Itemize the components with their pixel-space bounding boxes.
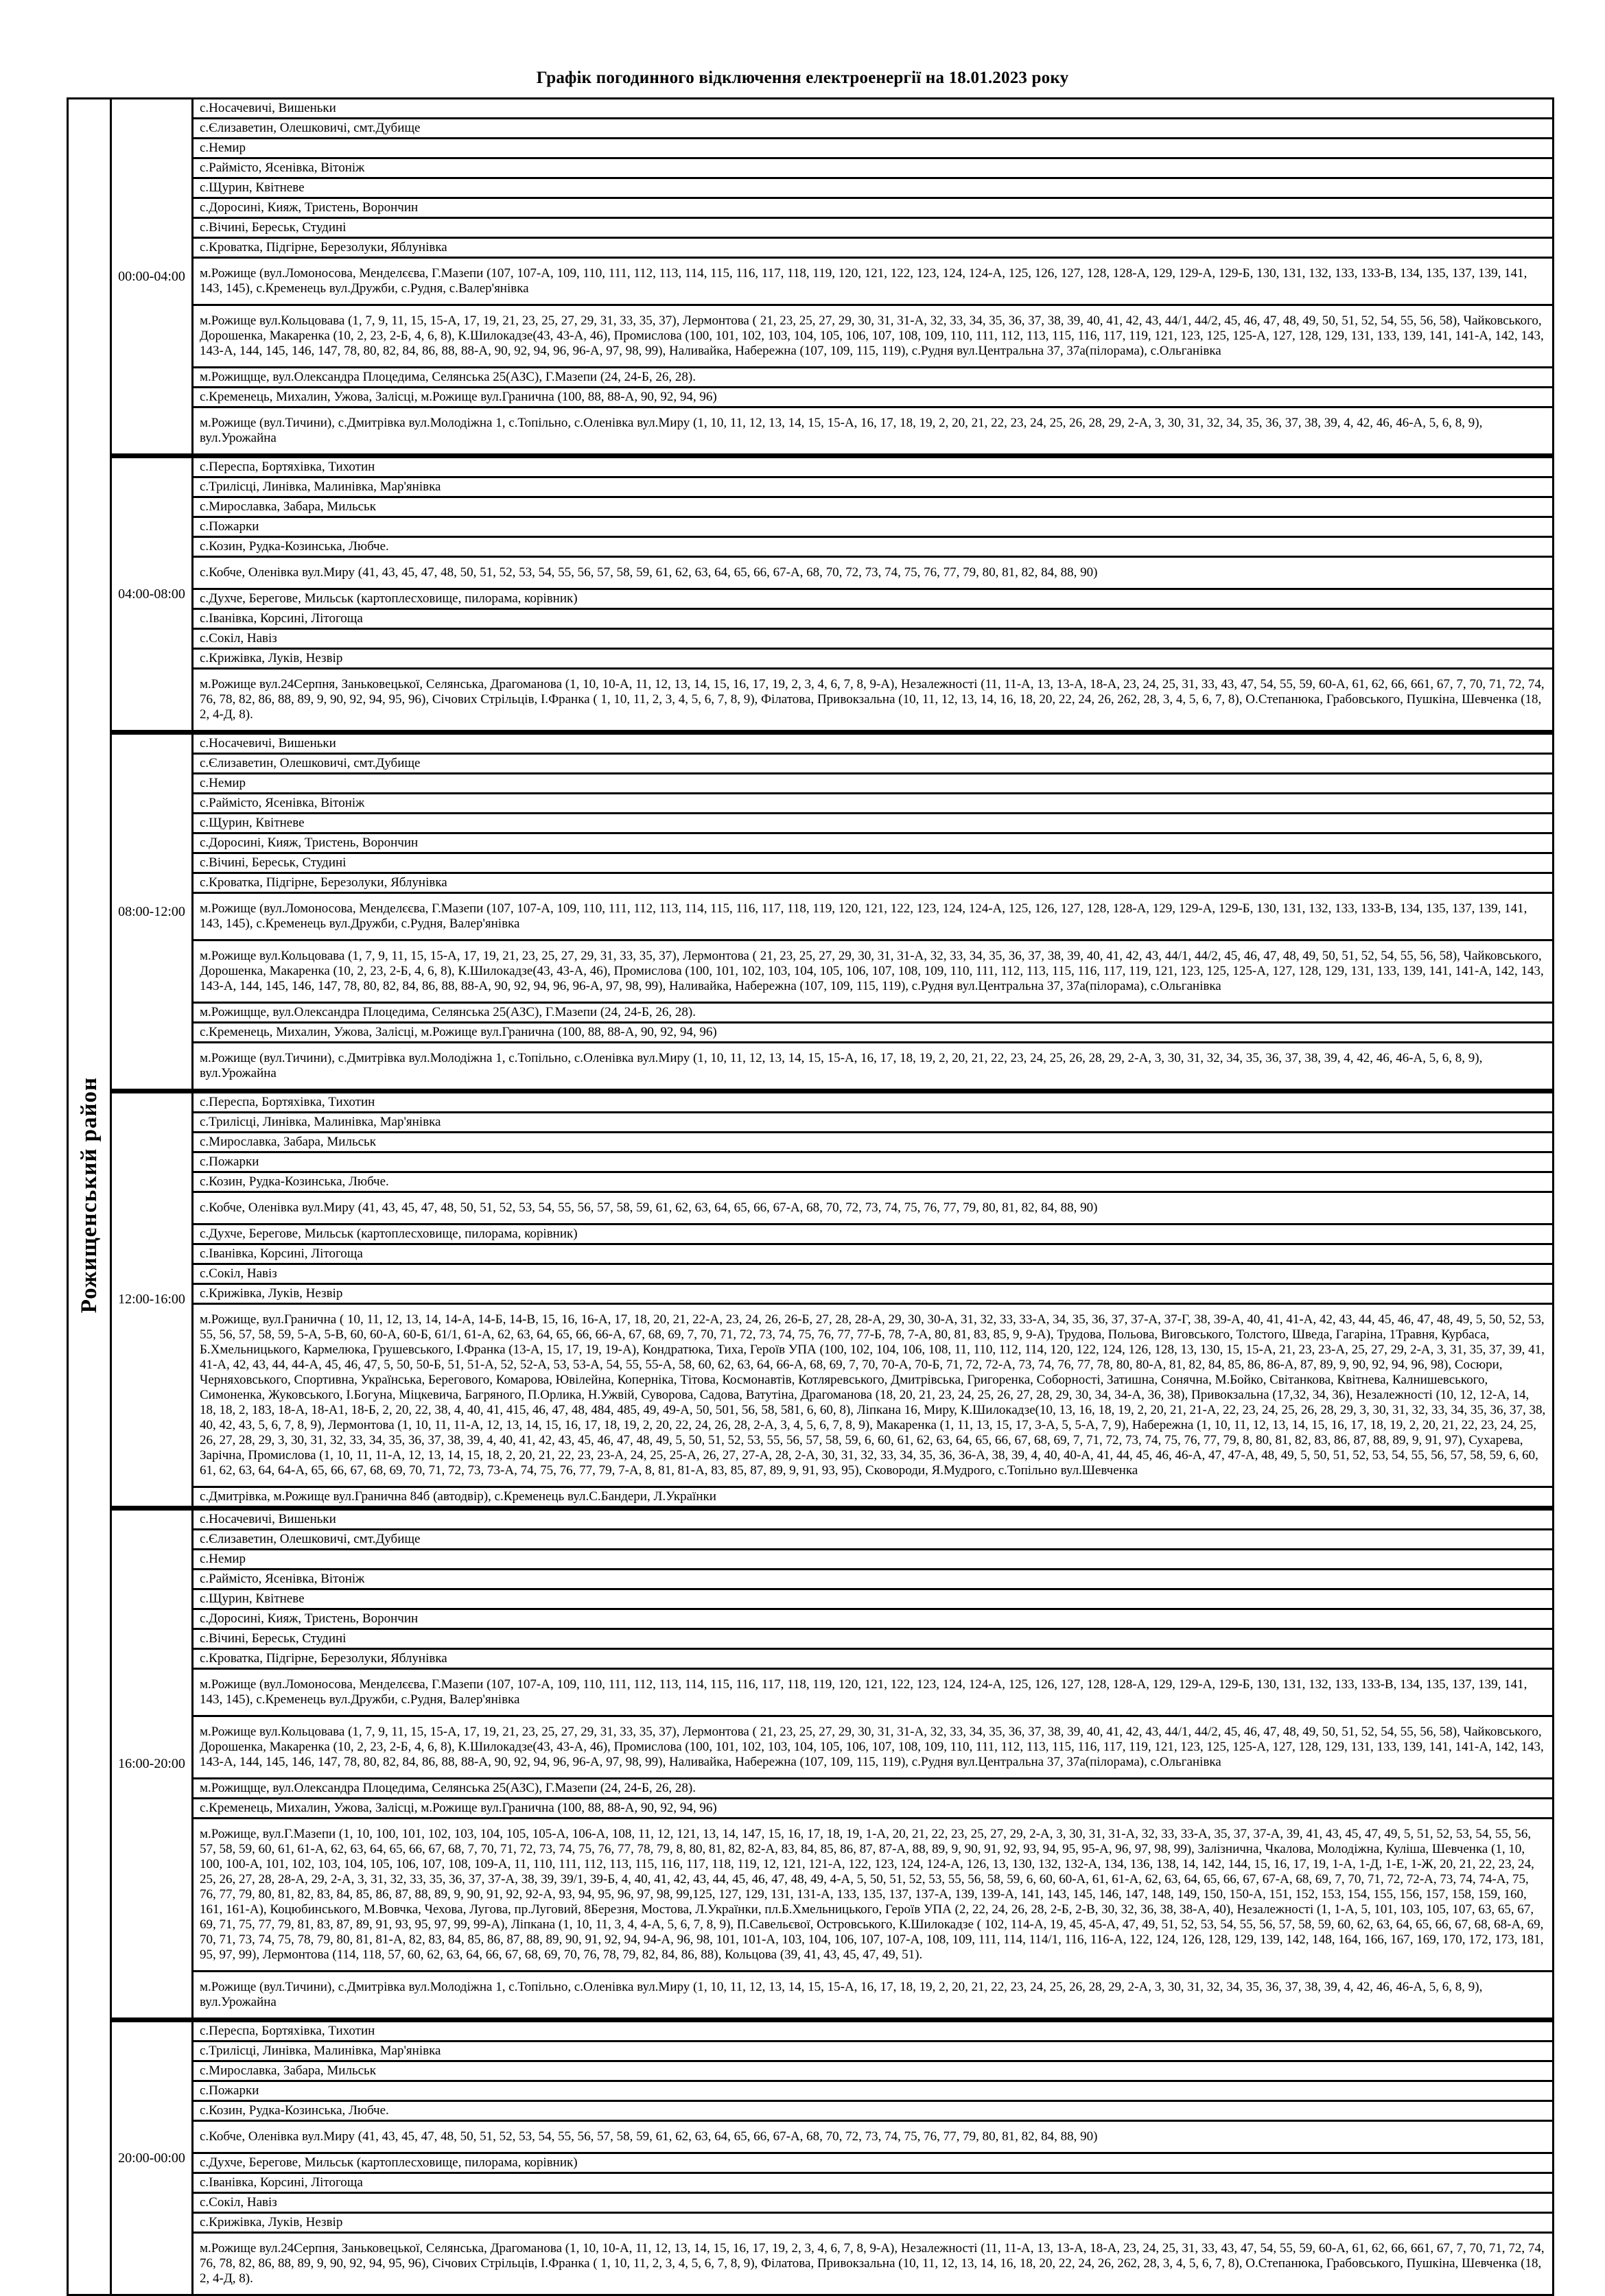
outage-area-cell: с.Раймісто, Ясенівка, Вітоніж (193, 1570, 1554, 1589)
table-row (68, 238, 1554, 258)
time-slot: 08:00-12:00 (111, 733, 193, 1091)
table-row (68, 1043, 1554, 1091)
outage-area-cell: м.Рожище, вул.Г.Мазепи (1, 10, 100, 101, 102, 103, 104, 105, 105-А, 106-А, 108, 11, 12, 121, 13, 14, 147, 15, 16, 17, 18, 19, 1-А, 20, 21, 22, 23, 25, 27, 29, 2-А, 3, 30, 31, 31-А, 32, 33, 33-А, 35, 37, 37-А, 39, 41, 43, 45, 47, 49, 5, 51, 52, 53, 54, 55, 56, 57, 58, 59, 60, 61, 61-А, 62, 63, 64, 65, 66, 67, 68, 7, 70, 71, 72, 73, 74, 75, 76, 77, 78, 79, 8, 80, 81, 82, 82-А, 83, 84, 85, 86, 87, 87-А, 88, 89, 9, 90, 91, 92, 93, 94, 95, 95-А, 96, 97, 98, 99), Залізнична, Чкалова, Молодіжна, Куліша, Шевченка (1, 10, 100, 100-А, 101, 102, 103, 104, 105, 106, 107, 108, 109-А, 11, 110, 111, 112, 113, 115, 116, 117, 118, 119, 12, 121, 121-А, 122, 123, 124, 124-А, 126, 13, 130, 132, 132-А, 134, 136, 138, 14, 142, 144, 15, 16, 17, 19, 1-А, 1-Д, 1-Е, 1-Ж, 20, 21, 22, 23, 24, 25, 26, 27, 28, 28-А, 29, 2-А, 3, 31, 32, 33, 35, 36, 37, 37-А, 38, 39, 39/1, 39-Б, 4, 40, 41, 42, 43, 44, 45, 46, 47, 48, 49, 4-А, 5, 50, 51, 52, 53, 55, 56, 58, 59, 6, 60, 60-А, 61, 61-А, 62, 63, 64, 65, 66, 67, 67-А, 68, 69, 7, 70, 71, 72, 72-А, 73, 74, 74-А, 75, 76, 77, 79, 80, 81, 82, 83, 84, 85, 86, 87, 88, 89, 9, 90, 91, 92, 92-А, 93, 94, 95, 96, 97, 98, 99,125, 127, 129, 131, 131-А, 133, 135, 137, 137-А, 139, 139-А, 141, 143, 145, 146, 147, 148, 149, 150, 150-А, 151, 152, 153, 154, 155, 156, 157, 158, 159, 160, 161, 161-А), Коцюбинського, М.Вовчка, Чехова, Лугова, пр.Луговий, 8Березня, Мостова, Л.Українки, пл.Б.Хмельницького, Героїв УПА (2, 22, 24, 26, 28, 2-Б, 2-В, 30, 32, 36, 38, 38-А, 40), Незалежності (1, 1-А, 5, 101, 103, 105, 107, 63, 65, 67, 69, 71, 75, 77, 79, 81, 83, 87, 89, 91, 93, 95, 97, 99, 99-А), Ліпкана (1, 10, 11, 3, 4, 4-А, 5, 6, 7, 8, 9), П.Савельєвої, Островського, К.Шилокадзе ( 102, 114-А, 19, 45, 45-А, 47, 49, 51, 52, 53, 54, 55, 56, 57, 58, 59, 60, 62, 63, 64, 65, 66, 67, 68, 68-А, 69, 70, 71, 73, 74, 75, 78, 79, 80, 81, 81-А, 82, 83, 84, 85, 86, 87, 88, 89, 90, 91, 92, 94, 94-А, 96, 98, 101, 101-А, 103, 104, 106, 107, 107-А, 108, 109, 111, 114, 114/1, 116, 116-А, 122, 124, 126, 128, 129, 139, 142, 148, 164, 166, 167, 169, 170, 172, 173, 181, 95, 97, 99), Лермонтова (114, 118, 57, 60, 62, 63, 64, 66, 67, 68, 69, 70, 76, 78, 79, 82, 84, 86, 88), Кольцова (39, 41, 43, 45, 47, 49, 51). (193, 1819, 1554, 1972)
table-row (68, 2061, 1554, 2081)
outage-area-cell: с.Сокіл, Навіз (193, 1264, 1554, 1284)
table-row (68, 1284, 1554, 1304)
table-row (68, 893, 1554, 940)
table-row (68, 258, 1554, 305)
table-row (68, 1779, 1554, 1799)
outage-area-cell: с.Раймісто, Ясенівка, Вітоніж (193, 794, 1554, 814)
outage-area-cell: с.Кременець, Михалин, Ужова, Залісці, м.Рожище вул.Гранична (100, 88, 88-А, 90, 92, 94, 96) (193, 388, 1554, 407)
table-row (68, 2081, 1554, 2101)
table-row (68, 1649, 1554, 1669)
outage-area-cell: с.Доросині, Кияж, Тристень, Ворончин (193, 833, 1554, 853)
table-row (68, 119, 1554, 139)
table-row (68, 1508, 1554, 1530)
table-row (68, 1530, 1554, 1550)
outage-area-cell: с.Крижівка, Луків, Незвір (193, 2213, 1554, 2233)
outage-area-cell: м.Рожищще, вул.Олександра Плоцедима, Селянська 25(АЗС), Г.Мазепи (24, 24-Б, 26, 28). (193, 368, 1554, 388)
outage-area-cell: с.Раймісто, Ясенівка, Вітоніж (193, 158, 1554, 178)
time-slot: 20:00-00:00 (111, 2020, 193, 2295)
table-row (68, 853, 1554, 873)
table-row (68, 1224, 1554, 1244)
outage-area-cell: с.Духче, Берегове, Мильськ (картоплесховище, пилорама, корівник) (193, 589, 1554, 609)
outage-area-cell: с.Носачевичі, Вишеньки (193, 1508, 1554, 1530)
outage-area-cell: с.Доросині, Кияж, Тристень, Ворончин (193, 198, 1554, 218)
table-row (68, 537, 1554, 557)
outage-area-cell: м.Рожище (вул.Ломоносова, Менделєєва, Г.Мазепи (107, 107-А, 109, 110, 111, 112, 113, 114, 115, 116, 117, 118, 119, 120, 121, 122, 123, 124, 124-А, 125, 126, 127, 128, 128-А, 129, 129-А, 129-Б, 130, 131, 132, 133, 133-В, 134, 135, 137, 139, 141, 143, 145), с.Кременець вул.Дружби, с.Рудня, с.Валер'янівка (193, 258, 1554, 305)
table-row (68, 1003, 1554, 1023)
table-row (68, 139, 1554, 158)
table-row (68, 733, 1554, 754)
outage-area-cell: м.Рожище (вул.Ломоносова, Менделєєва, Г.Мазепи (107, 107-А, 109, 110, 111, 112, 113, 114, 115, 116, 117, 118, 119, 120, 121, 122, 123, 124, 124-А, 125, 126, 127, 128, 128-А, 129, 129-А, 129-Б, 130, 131, 132, 133, 133-В, 134, 135, 137, 139, 141, 143, 145), с.Кременець вул.Дружби, с.Рудня, Валер'янівка (193, 1669, 1554, 1716)
table-row (68, 2020, 1554, 2041)
outage-area-cell: с.Єлизаветин, Олешковичі, смт.Дубище (193, 754, 1554, 774)
outage-area-cell: с.Крижівка, Луків, Незвір (193, 1284, 1554, 1304)
table-row (68, 1550, 1554, 1570)
outage-area-cell: с.Кроватка, Підгірне, Березолуки, Яблунівка (193, 873, 1554, 893)
table-row (68, 1799, 1554, 1819)
outage-area-cell: с.Духче, Берегове, Мильськ (картоплесховище, пилорама, корівник) (193, 2153, 1554, 2173)
outage-area-cell: м.Рожище (вул.Тичини), с.Дмитрівка вул.Молодіжна 1, с.Топільно, с.Оленівка вул.Миру (1, 10, 11, 12, 13, 14, 15, 15-А, 16, 17, 18, 19, 2, 20, 21, 22, 23, 24, 25, 26, 28, 29, 2-А, 3, 30, 31, 32, 34, 35, 36, 37, 38, 39, 4, 42, 46, 46-А, 5, 6, 8, 9), вул.Урожайна (193, 407, 1554, 456)
table-row (68, 1244, 1554, 1264)
table-row (68, 629, 1554, 649)
outage-area-cell: с.Козин, Рудка-Козинська, Любче. (193, 537, 1554, 557)
outage-area-cell: с.Вічині, Береськ, Студині (193, 853, 1554, 873)
outage-area-cell: с.Кобче, Оленівка вул.Миру (41, 43, 45, 47, 48, 50, 51, 52, 53, 54, 55, 56, 57, 58, 59, 61, 62, 63, 64, 65, 66, 67-А, 68, 70, 72, 73, 74, 75, 76, 77, 79, 80, 81, 82, 84, 88, 90) (193, 557, 1554, 589)
district-label-cell (68, 99, 111, 2295)
table-row (68, 1264, 1554, 1284)
outage-area-cell: с.Кременець, Михалин, Ужова, Залісці, м.Рожище вул.Гранична (100, 88, 88-А, 90, 92, 94, 96) (193, 1799, 1554, 1819)
table-row (68, 456, 1554, 477)
outage-area-cell: с.Кроватка, Підгірне, Березолуки, Яблунівка (193, 238, 1554, 258)
outage-schedule-table (67, 97, 1554, 2296)
outage-area-cell: с.Пожарки (193, 1152, 1554, 1172)
schedule-body (68, 99, 1554, 2295)
time-slot: 16:00-20:00 (111, 1508, 193, 2020)
outage-area-cell: с.Немир (193, 139, 1554, 158)
table-row (68, 198, 1554, 218)
outage-area-cell: с.Щурин, Квітневе (193, 178, 1554, 198)
outage-area-cell: м.Рожище (вул.Ломоносова, Менделєєва, Г.Мазепи (107, 107-А, 109, 110, 111, 112, 113, 114, 115, 116, 117, 118, 119, 120, 121, 122, 123, 124, 124-А, 125, 126, 127, 128, 128-А, 129, 129-А, 129-Б, 130, 131, 132, 133, 133-В, 134, 135, 137, 139, 141, 143, 145), с.Кременець вул.Дружби, с.Рудня, Валер'янівка (193, 893, 1554, 940)
outage-area-cell: с.Носачевичі, Вишеньки (193, 733, 1554, 754)
table-row (68, 99, 1554, 119)
district-label: Рожищенський район (76, 1076, 102, 1314)
table-row (68, 873, 1554, 893)
outage-area-cell: с.Переспа, Бортяхівка, Тихотин (193, 456, 1554, 477)
outage-area-cell: с.Сокіл, Навіз (193, 629, 1554, 649)
outage-area-cell: с.Крижівка, Луків, Незвір (193, 649, 1554, 669)
outage-area-cell: с.Єлизаветин, Олешковичі, смт.Дубище (193, 119, 1554, 139)
outage-area-cell: с.Вічині, Береськ, Студині (193, 218, 1554, 238)
outage-area-cell: с.Єлизаветин, Олешковичі, смт.Дубище (193, 1530, 1554, 1550)
table-row (68, 2101, 1554, 2121)
table-row (68, 1113, 1554, 1133)
table-row (68, 754, 1554, 774)
table-row (68, 2041, 1554, 2061)
outage-area-cell: с.Кременець, Михалин, Ужова, Залісці, м.Рожище вул.Гранична (100, 88, 88-А, 90, 92, 94, 96) (193, 1023, 1554, 1043)
outage-area-cell: м.Рожище вул.24Серпня, Заньковецької, Селянська, Драгоманова (1, 10, 10-А, 11, 12, 13, 14, 15, 16, 17, 19, 2, 3, 4, 6, 7, 8, 9-А), Незалежності (11, 11-А, 13, 13-А, 18-А, 23, 24, 25, 31, 33, 43, 47, 54, 55, 59, 60-А, 61, 62, 66, 661, 67, 7, 70, 71, 72, 74, 76, 78, 82, 86, 88, 89, 9, 90, 92, 94, 95, 96), Січових Стрільців, І.Франка ( 1, 10, 11, 2, 3, 4, 5, 6, 7, 8, 9), Філатова, Привокзальна (10, 11, 12, 13, 14, 16, 18, 20, 22, 24, 26, 262, 28, 3, 4, 5, 6, 7, 8), О.Степанюка, Грабовського, Пушкіна, Шевченка (18, 2, 4-Д, 8). (193, 2233, 1554, 2295)
table-row (68, 218, 1554, 238)
outage-area-cell: с.Духче, Берегове, Мильськ (картоплесховище, пилорама, корівник) (193, 1224, 1554, 1244)
table-row (68, 1972, 1554, 2020)
time-slot: 12:00-16:00 (111, 1091, 193, 1508)
table-row (68, 2233, 1554, 2295)
table-row (68, 477, 1554, 497)
outage-area-cell: с.Кроватка, Підгірне, Березолуки, Яблунівка (193, 1649, 1554, 1669)
outage-area-cell: с.Козин, Рудка-Козинська, Любче. (193, 2101, 1554, 2121)
outage-area-cell: с.Щурин, Квітневе (193, 1589, 1554, 1609)
time-slot: 04:00-08:00 (111, 456, 193, 733)
table-row (68, 158, 1554, 178)
table-row (68, 940, 1554, 1003)
table-row (68, 2153, 1554, 2173)
outage-area-cell: с.Немир (193, 774, 1554, 794)
table-row (68, 517, 1554, 537)
outage-area-cell: с.Вічині, Береськ, Студині (193, 1629, 1554, 1649)
table-row (68, 497, 1554, 517)
table-row (68, 669, 1554, 733)
outage-area-cell: м.Рожище, вул.Гранична ( 10, 11, 12, 13, 14, 14-А, 14-Б, 14-В, 15, 16, 16-А, 17, 18, 20, 21, 22-А, 23, 24, 26, 26-Б, 27, 28, 28-А, 29, 30, 30-А, 31, 32, 33, 33-А, 34, 35, 36, 37, 37-А, 37-Г, 38, 39-А, 40, 41, 41-А, 42, 43, 44, 45, 46, 47, 48, 49, 5, 50, 52, 53, 55, 56, 57, 58, 59, 5-А, 5-В, 60, 60-А, 60-Б, 61/1, 61-А, 62, 63, 64, 65, 66, 66-А, 67, 68, 69, 7, 70, 71, 72, 73, 74, 75, 76, 77, 77-Б, 78, 7-А, 80, 81, 83, 85, 9, 9-А), Трудова, Польова, Виговського, Толстого, Шведа, Гагаріна, 1Травня, Курбаса, Б.Хмельницького, Кармелюка, Грушевського, І.Франка (13-А, 15, 17, 19, 19-А), Кондратюка, Тиха, Героїв УПА (100, 102, 104, 106, 108, 11, 110, 112, 114, 120, 122, 124, 126, 128, 13, 130, 15, 15-А, 21, 23, 23-А, 25, 27, 29, 2-А, 3, 31, 35, 37, 39, 41, 41-А, 42, 43, 44, 44-А, 45, 46, 47, 5, 50, 50-Б, 51, 51-А, 52, 52-А, 53, 53-А, 54, 55, 55-А, 58, 60, 62, 63, 64, 66-А, 68, 69, 7, 70, 70-А, 70-Б, 71, 72, 72-А, 73, 74, 76, 77, 78, 80, 80-А, 81, 82, 84, 85, 86, 86-А, 87, 89, 9, 90, 92, 94, 96, 98), Сосюри, Черняховського, Спортивна, Українська, Берегового, Комарова, Ювілейна, Коперніка, Тітова, Космонавтів, Котляревського, Дмитрівська, Григоренка, Соборності, Затишна, Сонячна, М.Бойко, Світанкова, Квітнева, Калнишевського, Симоненка, Жуковського, І.Богуна, Міцкевича, Багряного, П.Орлика, Н.Ужвій, Суворова, Садова, Ватутіна, Драгоманова (18, 20, 21, 23, 24, 25, 26, 27, 28, 29, 30, 34, 34-А, 36, 38), Привокзальна (17,32, 34, 36), Незалежності (10, 12, 12-А, 14, 18, 18, 2, 183, 18-А, 18-А1, 18-Б, 2, 20, 22, 38, 4, 40, 41, 415, 46, 47, 48, 484, 485, 49, 49-А, 50, 501, 56, 58, 581, 6, 60, 8), Ліпкана 16, Миру, К.Шилокадзе(10, 13, 16, 18, 19, 2, 20, 21, 21-А, 22, 23, 24, 25, 26, 28, 29, 3, 30, 31, 32, 33, 34, 35, 36, 37, 38, 40, 42, 43, 5, 6, 7, 8, 9), Лермонтова (1, 10, 11, 11-А, 12, 13, 14, 15, 16, 17, 18, 19, 2, 20, 22, 24, 26, 28, 2-А, 3, 4, 5, 6, 7, 8, 9), Макаренка (1, 11, 13, 15, 17, 3-А, 5, 5-А, 7, 9), Набережна (1, 10, 11, 12, 13, 14, 15, 16, 17, 18, 19, 2, 20, 21, 22, 23, 24, 25, 26, 27, 28, 29, 3, 30, 31, 32, 33, 34, 35, 36, 37, 38, 39, 4, 40, 41, 42, 43, 45, 46, 47, 48, 49, 5, 50, 51, 52, 53, 55, 56, 57, 58, 59, 6, 60, 61, 62, 63, 64, 65, 66, 67, 68, 69, 7, 71, 72, 73, 74, 75, 76, 77, 79, 8, 80, 81, 82, 83, 86, 87, 88, 89, 9, 91, 97), Сухарева, Зарічна, Промислова (1, 10, 11, 11-А, 12, 13, 14, 15, 18, 2, 20, 21, 22, 23, 23-А, 24, 25, 25-А, 26, 27, 27-А, 28, 2-А, 30, 31, 32, 33, 34, 35, 36, 36-А, 38, 39, 4, 40, 40-А, 41, 44, 45, 46, 46-А, 47, 47-А, 48, 49, 5, 50, 51, 52, 53, 54, 55, 56, 57, 58, 59, 6, 60, 61, 62, 63, 64, 64-А, 65, 66, 67, 68, 69, 70, 71, 72, 73, 73-А, 74, 75, 76, 77, 79, 7-А, 8, 81, 81-А, 83, 85, 87, 89, 9, 91, 93, 95), Сковороди, Я.Мудрого, с.Топільно вул.Шевченка (193, 1304, 1554, 1487)
table-row (68, 557, 1554, 589)
table-row (68, 2121, 1554, 2153)
table-row (68, 1192, 1554, 1224)
table-row (68, 2193, 1554, 2213)
table-row (68, 1304, 1554, 1487)
table-row (68, 814, 1554, 833)
outage-area-cell: с.Трилісці, Линівка, Малинівка, Мар'янівка (193, 2041, 1554, 2061)
table-row (68, 1629, 1554, 1649)
outage-area-cell: с.Мирославка, Забара, Мильськ (193, 1133, 1554, 1152)
table-row (68, 649, 1554, 669)
outage-area-cell: м.Рожище вул.Кольцовава (1, 7, 9, 11, 15, 15-А, 17, 19, 21, 23, 25, 27, 29, 31, 33, 35, 37), Лермонтова ( 21, 23, 25, 27, 29, 30, 31, 31-А, 32, 33, 34, 35, 36, 37, 38, 39, 40, 41, 42, 43, 44/1, 44/2, 45, 46, 47, 48, 49, 50, 51, 52, 54, 55, 56, 58), Чайковського, Дорошенка, Макаренка (10, 2, 23, 2-Б, 4, 6, 8), К.Шилокадзе(43, 43-А, 46), Промислова (100, 101, 102, 103, 104, 105, 106, 107, 108, 109, 110, 111, 112, 113, 115, 116, 117, 119, 121, 123, 125, 125-А, 127, 128, 129, 131, 133, 139, 141, 141-А, 142, 143, 143-А, 144, 145, 146, 147, 78, 80, 82, 84, 86, 88, 88-А, 90, 92, 94, 96, 96-А, 97, 98, 99), Наливайка, Набережна (107, 109, 115, 119), с.Рудня вул.Центральна 37, 37а(пілорама), с.Ольганівка (193, 940, 1554, 1003)
table-row (68, 1172, 1554, 1192)
outage-area-cell: с.Козин, Рудка-Козинська, Любче. (193, 1172, 1554, 1192)
outage-area-cell: с.Трилісці, Линівка, Малинівка, Мар'янівка (193, 1113, 1554, 1133)
outage-area-cell: с.Кобче, Оленівка вул.Миру (41, 43, 45, 47, 48, 50, 51, 52, 53, 54, 55, 56, 57, 58, 59, 61, 62, 63, 64, 65, 66, 67-А, 68, 70, 72, 73, 74, 75, 76, 77, 79, 80, 81, 82, 84, 88, 90) (193, 1192, 1554, 1224)
outage-area-cell: с.Пожарки (193, 2081, 1554, 2101)
table-row (68, 2173, 1554, 2193)
table-row (68, 1487, 1554, 1508)
outage-area-cell: с.Мирославка, Забара, Мильськ (193, 2061, 1554, 2081)
table-row (68, 1133, 1554, 1152)
outage-area-cell: м.Рожище вул.24Серпня, Заньковецької, Селянська, Драгоманова (1, 10, 10-А, 11, 12, 13, 14, 15, 16, 17, 19, 2, 3, 4, 6, 7, 8, 9-А), Незалежності (11, 11-А, 13, 13-А, 18-А, 23, 24, 25, 31, 33, 43, 47, 54, 55, 59, 60-А, 61, 62, 66, 661, 67, 7, 70, 71, 72, 74, 76, 78, 82, 86, 88, 89, 9, 90, 92, 94, 95, 96), Січових Стрільців, І.Франка ( 1, 10, 11, 2, 3, 4, 5, 6, 7, 8, 9), Філатова, Привокзальна (10, 11, 12, 13, 14, 16, 18, 20, 22, 24, 26, 262, 28, 3, 4, 5, 6, 7, 8), О.Степанюка, Грабовського, Пушкіна, Шевченка (18, 2, 4-Д, 8). (193, 669, 1554, 733)
outage-area-cell: с.Сокіл, Навіз (193, 2193, 1554, 2213)
table-row (68, 1609, 1554, 1629)
outage-area-cell: м.Рожище вул.Кольцовава (1, 7, 9, 11, 15, 15-А, 17, 19, 21, 23, 25, 27, 29, 31, 33, 35, 37), Лермонтова ( 21, 23, 25, 27, 29, 30, 31, 31-А, 32, 33, 34, 35, 36, 37, 38, 39, 40, 41, 42, 43, 44/1, 44/2, 45, 46, 47, 48, 49, 50, 51, 52, 54, 55, 56, 58), Чайковського, Дорошенка, Макаренка (10, 2, 23, 2-Б, 4, 6, 8), К.Шилокадзе(43, 43-А, 46), Промислова (100, 101, 102, 103, 104, 105, 106, 107, 108, 109, 110, 111, 112, 113, 115, 116, 117, 119, 121, 123, 125, 125-А, 127, 128, 129, 131, 133, 139, 141, 141-А, 142, 143, 143-А, 144, 145, 146, 147, 78, 80, 82, 84, 86, 88, 88-А, 90, 92, 94, 96, 96-А, 97, 98, 99), Наливайка, Набережна (107, 109, 115, 119), с.Рудня вул.Центральна 37, 37а(пілорама), с.Ольганівка (193, 305, 1554, 368)
outage-area-cell: м.Рожище (вул.Тичини), с.Дмитрівка вул.Молодіжна 1, с.Топільно, с.Оленівка вул.Миру (1, 10, 11, 12, 13, 14, 15, 15-А, 16, 17, 18, 19, 2, 20, 21, 22, 23, 24, 25, 26, 28, 29, 2-А, 3, 30, 31, 32, 34, 35, 36, 37, 38, 39, 4, 42, 46, 46-А, 5, 6, 8, 9), вул.Урожайна (193, 1972, 1554, 2020)
table-row (68, 774, 1554, 794)
outage-area-cell: с.Переспа, Бортяхівка, Тихотин (193, 1091, 1554, 1113)
table-row (68, 1669, 1554, 1716)
outage-area-cell: с.Дмитрівка, м.Рожище вул.Гранична 84б (автодвір), с.Кременець вул.С.Бандери, Л.Українки (193, 1487, 1554, 1508)
outage-area-cell: м.Рожище вул.Кольцовава (1, 7, 9, 11, 15, 15-А, 17, 19, 21, 23, 25, 27, 29, 31, 33, 35, 37), Лермонтова ( 21, 23, 25, 27, 29, 30, 31, 31-А, 32, 33, 34, 35, 36, 37, 38, 39, 40, 41, 42, 43, 44/1, 44/2, 45, 46, 47, 48, 49, 50, 51, 52, 54, 55, 56, 58), Чайковського, Дорошенка, Макаренка (10, 2, 23, 2-Б, 4, 6, 8), К.Шилокадзе(43, 43-А, 46), Промислова (100, 101, 102, 103, 104, 105, 106, 107, 108, 109, 110, 111, 112, 113, 115, 116, 117, 119, 121, 123, 125, 125-А, 127, 128, 129, 131, 133, 139, 141, 141-А, 142, 143, 143-А, 144, 145, 146, 147, 78, 80, 82, 84, 86, 88, 88-А, 90, 92, 94, 96, 96-А, 97, 98, 99), Наливайка, Набережна (107, 109, 115, 119), с.Рудня вул.Центральна 37, 37а(пілорама), с.Ольганівка (193, 1716, 1554, 1779)
table-row (68, 1152, 1554, 1172)
table-row (68, 1570, 1554, 1589)
table-row (68, 833, 1554, 853)
table-row (68, 794, 1554, 814)
outage-area-cell: с.Носачевичі, Вишеньки (193, 99, 1554, 119)
table-row (68, 1716, 1554, 1779)
outage-area-cell: с.Мирославка, Забара, Мильськ (193, 497, 1554, 517)
table-row (68, 305, 1554, 368)
table-row (68, 1819, 1554, 1972)
outage-area-cell: с.Іванівка, Корсині, Літогоща (193, 609, 1554, 629)
table-row (68, 609, 1554, 629)
table-row (68, 407, 1554, 456)
outage-area-cell: с.Трилісці, Линівка, Малинівка, Мар'янівка (193, 477, 1554, 497)
outage-area-cell: с.Доросині, Кияж, Тристень, Ворончин (193, 1609, 1554, 1629)
table-row (68, 1023, 1554, 1043)
table-row (68, 2213, 1554, 2233)
page-title: Графік погодинного відключення електроенергії на 18.01.2023 року (536, 69, 1069, 87)
table-row (68, 368, 1554, 388)
outage-area-cell: с.Іванівка, Корсині, Літогоща (193, 1244, 1554, 1264)
table-row (68, 1589, 1554, 1609)
table-row (68, 589, 1554, 609)
outage-area-cell: с.Переспа, Бортяхівка, Тихотин (193, 2020, 1554, 2041)
outage-area-cell: с.Кобче, Оленівка вул.Миру (41, 43, 45, 47, 48, 50, 51, 52, 53, 54, 55, 56, 57, 58, 59, 61, 62, 63, 64, 65, 66, 67-А, 68, 70, 72, 73, 74, 75, 76, 77, 79, 80, 81, 82, 84, 88, 90) (193, 2121, 1554, 2153)
outage-area-cell: с.Іванівка, Корсині, Літогоща (193, 2173, 1554, 2193)
time-slot: 00:00-04:00 (111, 99, 193, 456)
outage-area-cell: с.Немир (193, 1550, 1554, 1570)
outage-area-cell: с.Щурин, Квітневе (193, 814, 1554, 833)
outage-area-cell: м.Рожищще, вул.Олександра Плоцедима, Селянська 25(АЗС), Г.Мазепи (24, 24-Б, 26, 28). (193, 1779, 1554, 1799)
table-row (68, 388, 1554, 407)
table-row (68, 178, 1554, 198)
outage-area-cell: с.Пожарки (193, 517, 1554, 537)
outage-area-cell: м.Рожищще, вул.Олександра Плоцедима, Селянська 25(АЗС), Г.Мазепи (24, 24-Б, 26, 28). (193, 1003, 1554, 1023)
outage-area-cell: м.Рожище (вул.Тичини), с.Дмитрівка вул.Молодіжна 1, с.Топільно, с.Оленівка вул.Миру (1, 10, 11, 12, 13, 14, 15, 15-А, 16, 17, 18, 19, 2, 20, 21, 22, 23, 24, 25, 26, 28, 29, 2-А, 3, 30, 31, 32, 34, 35, 36, 37, 38, 39, 4, 42, 46, 46-А, 5, 6, 8, 9), вул.Урожайна (193, 1043, 1554, 1091)
table-row (68, 1091, 1554, 1113)
